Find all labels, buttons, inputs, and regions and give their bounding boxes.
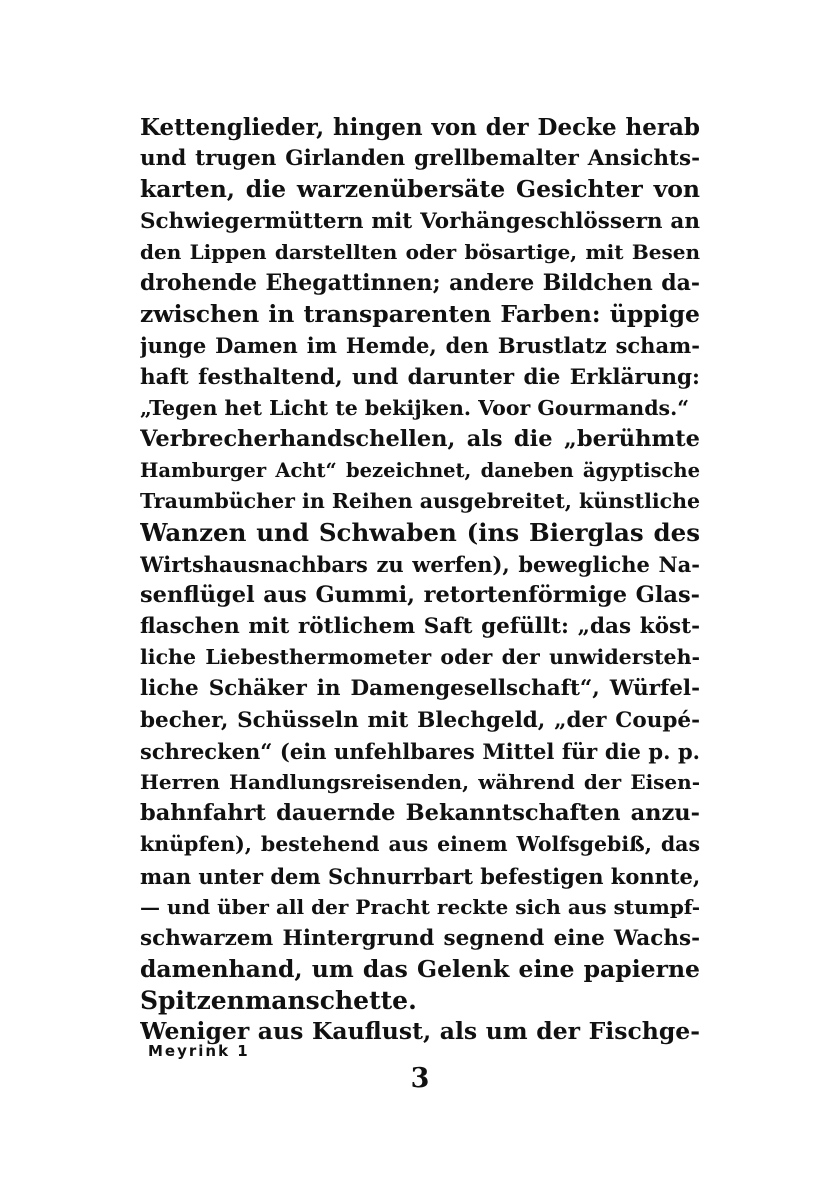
text-line: den Lippen darstellten oder bösartige, mit Besen — [140, 239, 700, 264]
text-line: haft festhaltend, und darunter die Erklärung: — [140, 364, 700, 390]
page-number: 3 — [410, 1063, 430, 1094]
text-line: Schwiegermüttern mit Vorhängeschlössern an — [140, 208, 700, 234]
text-line: Traumbücher in Reihen ausgebreitet, künstliche — [140, 489, 700, 514]
text-line: bahnfahrt dauernde Bekanntschaften anzu- — [140, 800, 700, 827]
text-line: junge Damen im Hemde, den Brustlatz scham- — [140, 333, 700, 359]
text-line: und trugen Girlanden grellbemalter Ansichts- — [140, 146, 700, 172]
text-line: Spitzenmanschette. — [140, 986, 417, 1016]
text-line: flaschen mit rötlichem Saft gefüllt: „das köst- — [140, 614, 700, 639]
text-line: Herren Handlungsreisenden, während der Eisen- — [140, 769, 700, 794]
text-line: knüpfen), bestehend aus einem Wolfsgebiß, das — [140, 832, 700, 857]
text-line: drohende Ehegattinnen; andere Bildchen da- — [140, 269, 700, 296]
text-line: — und über all der Pracht reckte sich aus stumpf- — [140, 894, 700, 919]
text-line: schwarzem Hintergrund segnend eine Wachs- — [140, 925, 700, 951]
text-line: Wanzen und Schwaben (ins Bierglas des — [140, 518, 700, 548]
text-line: Wirtshausnachbars zu werfen), bewegliche Na- — [140, 551, 700, 577]
text-line: becher, Schüsseln mit Blechgeld, „der Coupé- — [140, 707, 700, 733]
text-line: Kettenglieder, hingen von der Decke herab — [140, 114, 700, 141]
text-line: Verbrecherhandschellen, als die „berühmte — [140, 425, 700, 452]
text-line: zwischen in transparenten Farben: üppige — [140, 300, 700, 329]
text-line: „Tegen het Licht te bekijken. Voor Gourmands.“ — [140, 395, 689, 420]
text-line: liche Schäker in Damengesellschaft“, Würfel- — [140, 676, 700, 702]
text-line: Weniger aus Kauflust, als um der Fischge- — [140, 1017, 700, 1046]
text-line: senflügel aus Gummi, retortenförmige Glas- — [140, 581, 700, 608]
text-line: schrecken“ (ein unfehlbares Mittel für die p. p. — [140, 738, 700, 764]
text-line: Hamburger Acht“ bezeichnet, daneben ägyptische — [140, 459, 700, 483]
text-line: liche Liebesthermometer oder der unwidersteh- — [140, 645, 700, 670]
text-line: karten, die warzenübersäte Gesichter von — [140, 175, 700, 204]
text-line: man unter dem Schnurrbart befestigen konnte, — [140, 863, 700, 889]
printer-signature: Meyrink 1 — [148, 1042, 250, 1060]
body-text — [140, 112, 700, 1048]
text-line: damenhand, um das Gelenk eine papierne — [140, 955, 700, 984]
